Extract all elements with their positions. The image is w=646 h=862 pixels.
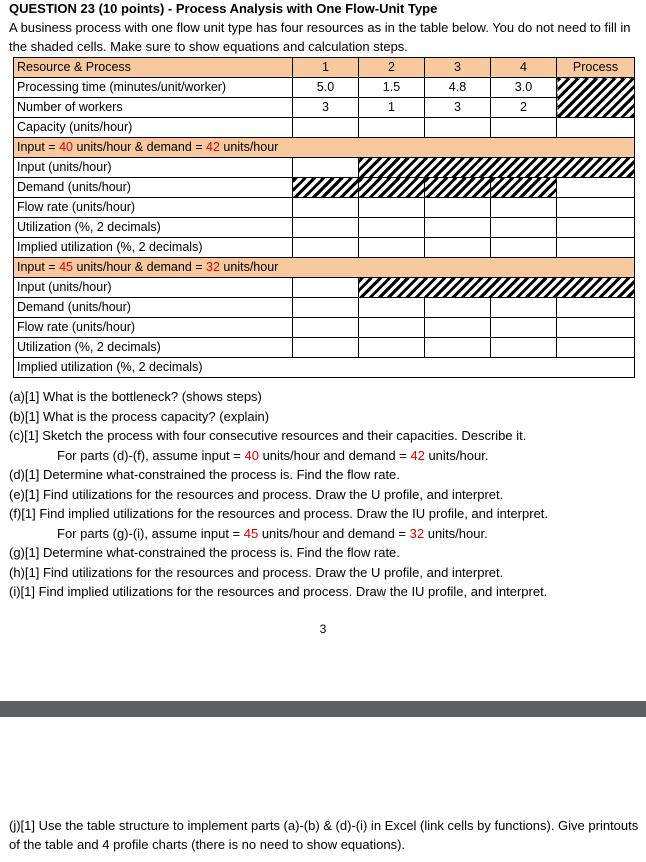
table-cell [359, 338, 425, 358]
question-a: (a)[1] What is the bottleneck? (shows steps) [9, 389, 262, 404]
table-row [14, 358, 635, 378]
table-row-capacity [14, 118, 635, 138]
header-cell-label: Resource & Process [14, 58, 293, 78]
shaded-cell [359, 278, 635, 298]
table-cell [557, 338, 635, 358]
question-g: (g)[1] Determine what-constrained the process is. Find the flow rate. [9, 545, 400, 560]
scenario-2-label: Input = 45 units/hour & demand = 32 units/hour [14, 258, 635, 278]
scenario-2-row [14, 258, 635, 278]
header-cell-resource-3: 3 [425, 58, 491, 78]
shaded-cell [557, 78, 635, 118]
table-cell [359, 238, 425, 258]
table-cell [293, 158, 359, 178]
row-label: Processing time (minutes/unit/worker) [14, 78, 293, 98]
row-label: Capacity (units/hour) [14, 118, 293, 138]
table-row-processing-time [14, 78, 635, 98]
question-i: (i)[1] Find implied utilizations for the resources and process. Draw the IU profile, and interpret. [9, 584, 548, 599]
header-cell-resource-2: 2 [359, 58, 425, 78]
table-row [14, 198, 635, 218]
table-cell [491, 198, 557, 218]
table-cell [293, 118, 359, 138]
question-h: (h)[1] Find utilizations for the resources and process. Draw the U profile, and interpret. [9, 564, 504, 580]
scenario-1-row [14, 138, 635, 158]
question-d: (d)[1] Determine what-constrained the process is. Find the flow rate. [9, 467, 400, 482]
table-cell: 3.0 [491, 78, 557, 98]
row-label: Utilization (%, 2 decimals) [14, 218, 293, 238]
shaded-cell [293, 178, 359, 198]
table-cell [491, 338, 557, 358]
header-cell-resource-1: 1 [293, 58, 359, 78]
question-b: (b)[1] What is the process capacity? (explain) [9, 408, 270, 424]
table-cell [491, 318, 557, 338]
scenario-1-label: Input = 40 units/hour & demand = 42 units/hour [14, 138, 635, 158]
table-cell [293, 198, 359, 218]
table-cell [425, 198, 491, 218]
table-row [14, 158, 635, 178]
table-cell [293, 318, 359, 338]
table-cell [293, 338, 359, 358]
table-row [14, 318, 635, 338]
scenario-2-demand-value: 32 [206, 260, 220, 274]
table-cell [491, 298, 557, 318]
table-cell [359, 118, 425, 138]
scenario-1-demand-value: 42 [206, 140, 220, 154]
table-cell [557, 218, 635, 238]
table-cell [557, 298, 635, 318]
row-label: Number of workers [14, 98, 293, 118]
table-cell: 2 [491, 98, 557, 118]
table-row [14, 338, 635, 358]
table-cell [557, 178, 635, 198]
row-label: Demand (units/hour) [14, 178, 293, 198]
table-cell [491, 118, 557, 138]
process-analysis-table [13, 57, 635, 378]
page-divider [0, 701, 646, 717]
table-cell [359, 198, 425, 218]
shaded-cell [359, 158, 635, 178]
table-cell [359, 318, 425, 338]
table-cell [491, 238, 557, 258]
table-cell [359, 298, 425, 318]
table-cell: 3 [425, 98, 491, 118]
row-label: Flow rate (units/hour) [14, 318, 293, 338]
row-label: Demand (units/hour) [14, 298, 293, 318]
table-cell [557, 198, 635, 218]
shaded-cell [491, 178, 557, 198]
table-cell: 3 [293, 98, 359, 118]
scenario-2-input-value: 45 [59, 260, 73, 274]
table-cell [425, 338, 491, 358]
table-cell: 4.8 [425, 78, 491, 98]
row-label: Input (units/hour) [14, 158, 293, 178]
row-label: Implied utilization (%, 2 decimals) [14, 238, 293, 258]
table-row [14, 278, 635, 298]
table-cell [425, 298, 491, 318]
table-cell [293, 278, 359, 298]
table-cell: 5.0 [293, 78, 359, 98]
row-label: Flow rate (units/hour) [14, 198, 293, 218]
table-cell [491, 218, 557, 238]
table-cell [359, 218, 425, 238]
table-cell [557, 118, 635, 138]
scenario-1-input-value: 40 [59, 140, 73, 154]
row-label: Implied utilization (%, 2 decimals) [14, 358, 635, 378]
header-cell-process: Process [557, 58, 635, 78]
assumption-d-f: For parts (d)-(f), assume input = 40 units/hour and demand = 42 units/hour. [57, 447, 489, 463]
table-header-row [14, 58, 635, 78]
shaded-cell [425, 178, 491, 198]
row-label: Input (units/hour) [14, 278, 293, 298]
table-row [14, 298, 635, 318]
header-cell-resource-4: 4 [491, 58, 557, 78]
table-cell [425, 118, 491, 138]
table-row [14, 218, 635, 238]
table-cell [425, 318, 491, 338]
table-cell [293, 218, 359, 238]
table-cell [293, 238, 359, 258]
row-label: Utilization (%, 2 decimals) [14, 338, 293, 358]
intro-paragraph: A business process with one flow unit type has four resources as in the table below. You do not need to fill in the shaded cells. Make sure to show equations and calculation steps. [9, 20, 631, 54]
assumption-g-i: For parts (g)-(i), assume input = 45 units/hour and demand = 32 units/hour. [57, 525, 488, 541]
shaded-cell [359, 178, 425, 198]
page-number: 3 [319, 622, 327, 636]
table-row-workers [14, 98, 635, 118]
table-cell [425, 238, 491, 258]
table-cell [293, 298, 359, 318]
question-f: (f)[1] Find implied utilizations for the resources and process. Draw the IU profile, and interpret. [9, 506, 549, 521]
table-cell [557, 238, 635, 258]
table-cell [425, 218, 491, 238]
question-c: (c)[1] Sketch the process with four consecutive resources and their capacities. Describe it. [9, 428, 527, 443]
question-list [9, 387, 639, 602]
table-cell: 1 [359, 98, 425, 118]
table-cell [557, 318, 635, 338]
table-row [14, 178, 635, 198]
question-e: (e)[1] Find utilizations for the resources and process. Draw the U profile, and interpret. [9, 486, 504, 502]
table-cell: 1.5 [359, 78, 425, 98]
question-title: QUESTION 23 (10 points) - Process Analysis with One Flow-Unit Type [9, 1, 438, 16]
table-row [14, 238, 635, 258]
question-j: (j)[1] Use the table structure to implement parts (a)-(b) & (d)-(i) in Excel (link cells by functions). Give printouts of the table and 4 profile charts (there is no need to show equations). [9, 818, 639, 852]
